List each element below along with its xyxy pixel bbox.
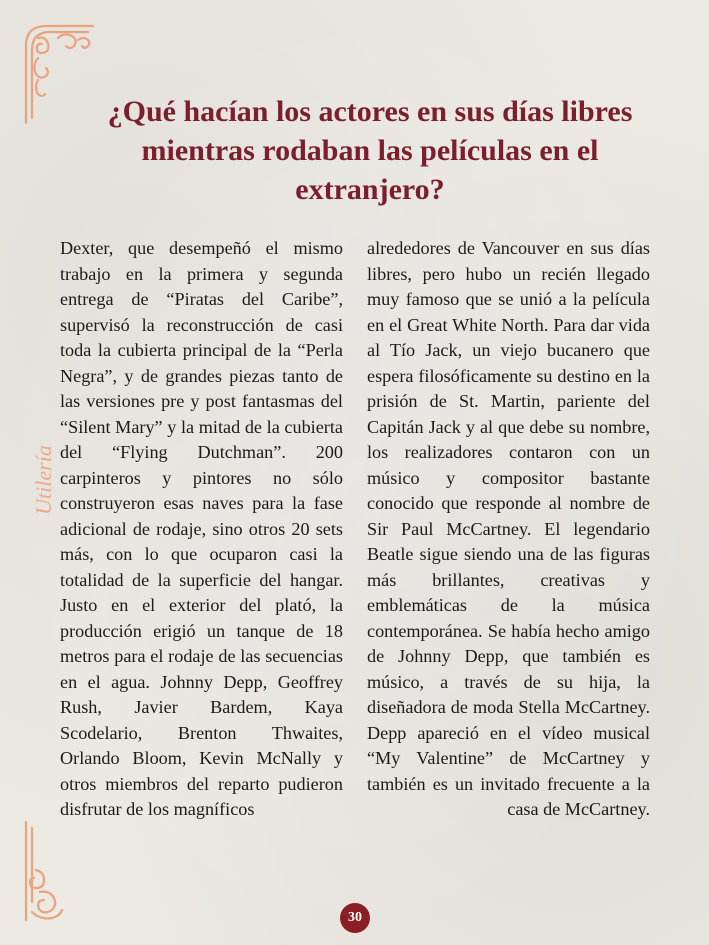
page-number: 30 <box>348 910 362 925</box>
body-column-left: Dexter, que desempeñó el mismo trabajo en la primera y segunda entrega de “Piratas del Caribe”, supervisó la reconstrucción de casi toda la cubierta principal de la “Perla Negra”, y de grandes piezas tanto de las versiones pre y post fantasmas del “Silent Mary” y la mitad de la cubierta del “Flying Dutchman”. 200 carpinteros y pintores no sólo construyeron esas naves para la fase adicional de rodaje, sino otros 20 sets más, con lo que ocuparon casi la totalidad de la superficie del hangar. Justo en el exterior del plató, la producción erigió un tanque de 18 metros para el rodaje de las secuencias en el agua. Johnny Depp, Geoffrey Rush, Javier Bardem, Kaya Scodelario, Brenton Thwaites, Orlando Bloom, Kevin McNally y otros miembros del reparto pudieron disfrutar de los magníficos <box>60 238 343 819</box>
page-number-badge <box>340 903 370 933</box>
body-column-right: alrededores de Vancouver en sus días libres, pero hubo un recién llegado muy famoso que se unió a la película en el Great White North. Para dar vida al Tío Jack, un viejo bucanero que espera filosóficamente su destino en la prisión de St. Martin, pariente del Capitán Jack y al que debe su nombre, los realizadores contaron con un músico y compositor bastante conocido que responde al nombre de Sir Paul McCartney. El legendario Beatle sigue siendo una de las figuras más brillantes, creativas y emblemáticas de la música contemporánea. Se había hecho amigo de Johnny Depp, que también es músico, a través de su hija, la diseñadora de moda Stella McCartney. Depp apareció en el vídeo musical “My Valentine” de McCartney y también es un invitado frecuente a la casa de McCartney. <box>367 238 650 819</box>
section-label-text: Utilería <box>31 445 56 515</box>
page-title: ¿Qué hacían los actores en sus días libres mientras rodaban las películas en el extranjero? <box>107 95 633 206</box>
corner-ornament-bottom-icon <box>18 820 88 930</box>
